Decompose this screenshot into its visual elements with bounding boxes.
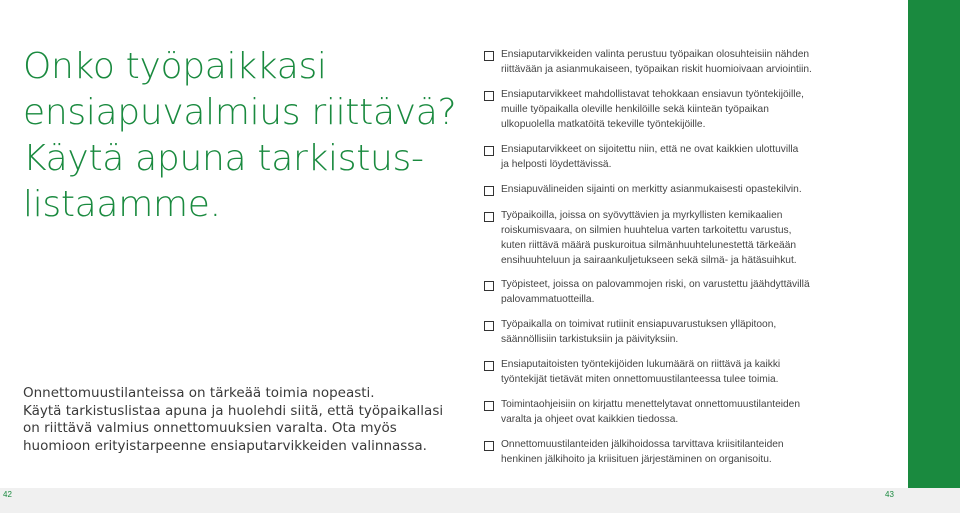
item-line: Onnettomuustilanteiden jälkihoidossa tarvittava kriisitilanteiden (501, 439, 784, 450)
item-line: työntekijät tietävät miten onnettomuustilanteessa tulee toimia. (501, 374, 779, 385)
checkbox[interactable] (484, 281, 494, 291)
checkbox[interactable] (484, 146, 494, 156)
intro-line: huomioon erityistarpeenne ensiaputarvikkeiden valinnassa. (23, 437, 427, 454)
checklist-item-text (501, 357, 821, 387)
checklist-item-text (501, 397, 821, 427)
checklist-item-text (501, 208, 821, 268)
page-number-left: 42 (3, 490, 12, 499)
checkbox[interactable] (484, 321, 494, 331)
checklist-item-text (501, 182, 821, 197)
item-line: muille työpaikalla oleville henkilöille sekä kiinteän työpaikan (501, 104, 769, 115)
headline-line: Käytä apuna tarkistus- (23, 138, 424, 179)
item-line: Ensiaputarvikkeet on sijoitettu niin, että ne ovat kaikkien ulottuvilla (501, 144, 799, 155)
left-page (0, 0, 480, 488)
checklist-item-text (501, 437, 821, 467)
item-line: Toimintaohjeisiin on kirjattu menettelytavat onnettomuustilanteiden (501, 399, 801, 410)
green-accent-bar (908, 0, 960, 488)
item-line: ensihuuhteluun ja sairaankuljetukseen sekä silmä- ja hätäsuihkut. (501, 255, 797, 266)
item-line: kuten riittävä määrä puskuroitua silmänhuuhtelunestettä tärkeään (501, 240, 797, 251)
item-line: Työpaikalla on toimivat rutiinit ensiapuvarustuksen ylläpitoon, (501, 319, 777, 330)
intro-line: Onnettomuustilanteissa on tärkeää toimia nopeasti. (23, 385, 375, 401)
item-line: Ensiapuvälineiden sijainti on merkitty asianmukaisesti opastekilvin. (501, 184, 802, 195)
checkbox[interactable] (484, 401, 494, 411)
item-line: palovammatuotteilla. (501, 294, 595, 305)
headline-line: listaamme. (23, 184, 221, 225)
checklist-item-text (501, 277, 821, 307)
footer-strip (0, 488, 960, 513)
checkbox[interactable] (484, 361, 494, 371)
intro-paragraph (23, 385, 444, 455)
checkbox[interactable] (484, 212, 494, 222)
item-line: ja helposti löydettävissä. (501, 159, 612, 170)
item-line: varalta ja ohjeet ovat kaikkien tiedossa. (501, 414, 679, 425)
page-number-right: 43 (885, 490, 894, 499)
headline-line: ensiapuvalmius riittävä? (23, 92, 457, 133)
item-line: roiskumisvaara, on silmien huuhtelua varten tarkoitettu varustus, (501, 225, 792, 236)
item-line: ulkopuolella matkatöitä tekeville työntekijöille. (501, 119, 706, 130)
checkbox[interactable] (484, 91, 494, 101)
checkbox[interactable] (484, 51, 494, 61)
checklist-item-text (501, 317, 821, 347)
item-line: Ensiaputaitoisten työntekijöiden lukumäärä on riittävä ja kaikki (501, 359, 781, 370)
item-line: riittävään ja asianmukaiseen, työpaikan riskit huomioivaan arviointiin. (501, 64, 812, 75)
checklist-item-text (501, 87, 821, 132)
intro-line: Käytä tarkistuslistaa apuna ja huolehdi siitä, että työpaikallasi (23, 402, 444, 419)
intro-line: on riittävä valmius onnettomuuksien varalta. Ota myös (23, 420, 397, 436)
checklist-item-text (501, 47, 821, 77)
checkbox[interactable] (484, 186, 494, 196)
checkbox[interactable] (484, 441, 494, 451)
checklist-item-text (501, 142, 821, 172)
headline-line: Onko työpaikkasi (23, 46, 327, 87)
page-headline (23, 44, 463, 228)
item-line: säännöllisiin tarkistuksiin ja päivityksiin. (501, 334, 679, 345)
item-line: Ensiaputarvikkeet mahdollistavat tehokkaan ensiavun työntekijöille, (501, 89, 804, 100)
item-line: Ensiaputarvikkeiden valinta perustuu työpaikan olosuhteisiin nähden (501, 49, 810, 60)
item-line: henkinen jälkihoito ja kriisituen järjestäminen on organisoitu. (501, 454, 772, 465)
item-line: Työpisteet, joissa on palovammojen riski, on varustettu jäähdyttävillä (501, 279, 810, 290)
item-line: Työpaikoilla, joissa on syövyttävien ja myrkyllisten kemikaalien (501, 210, 783, 221)
